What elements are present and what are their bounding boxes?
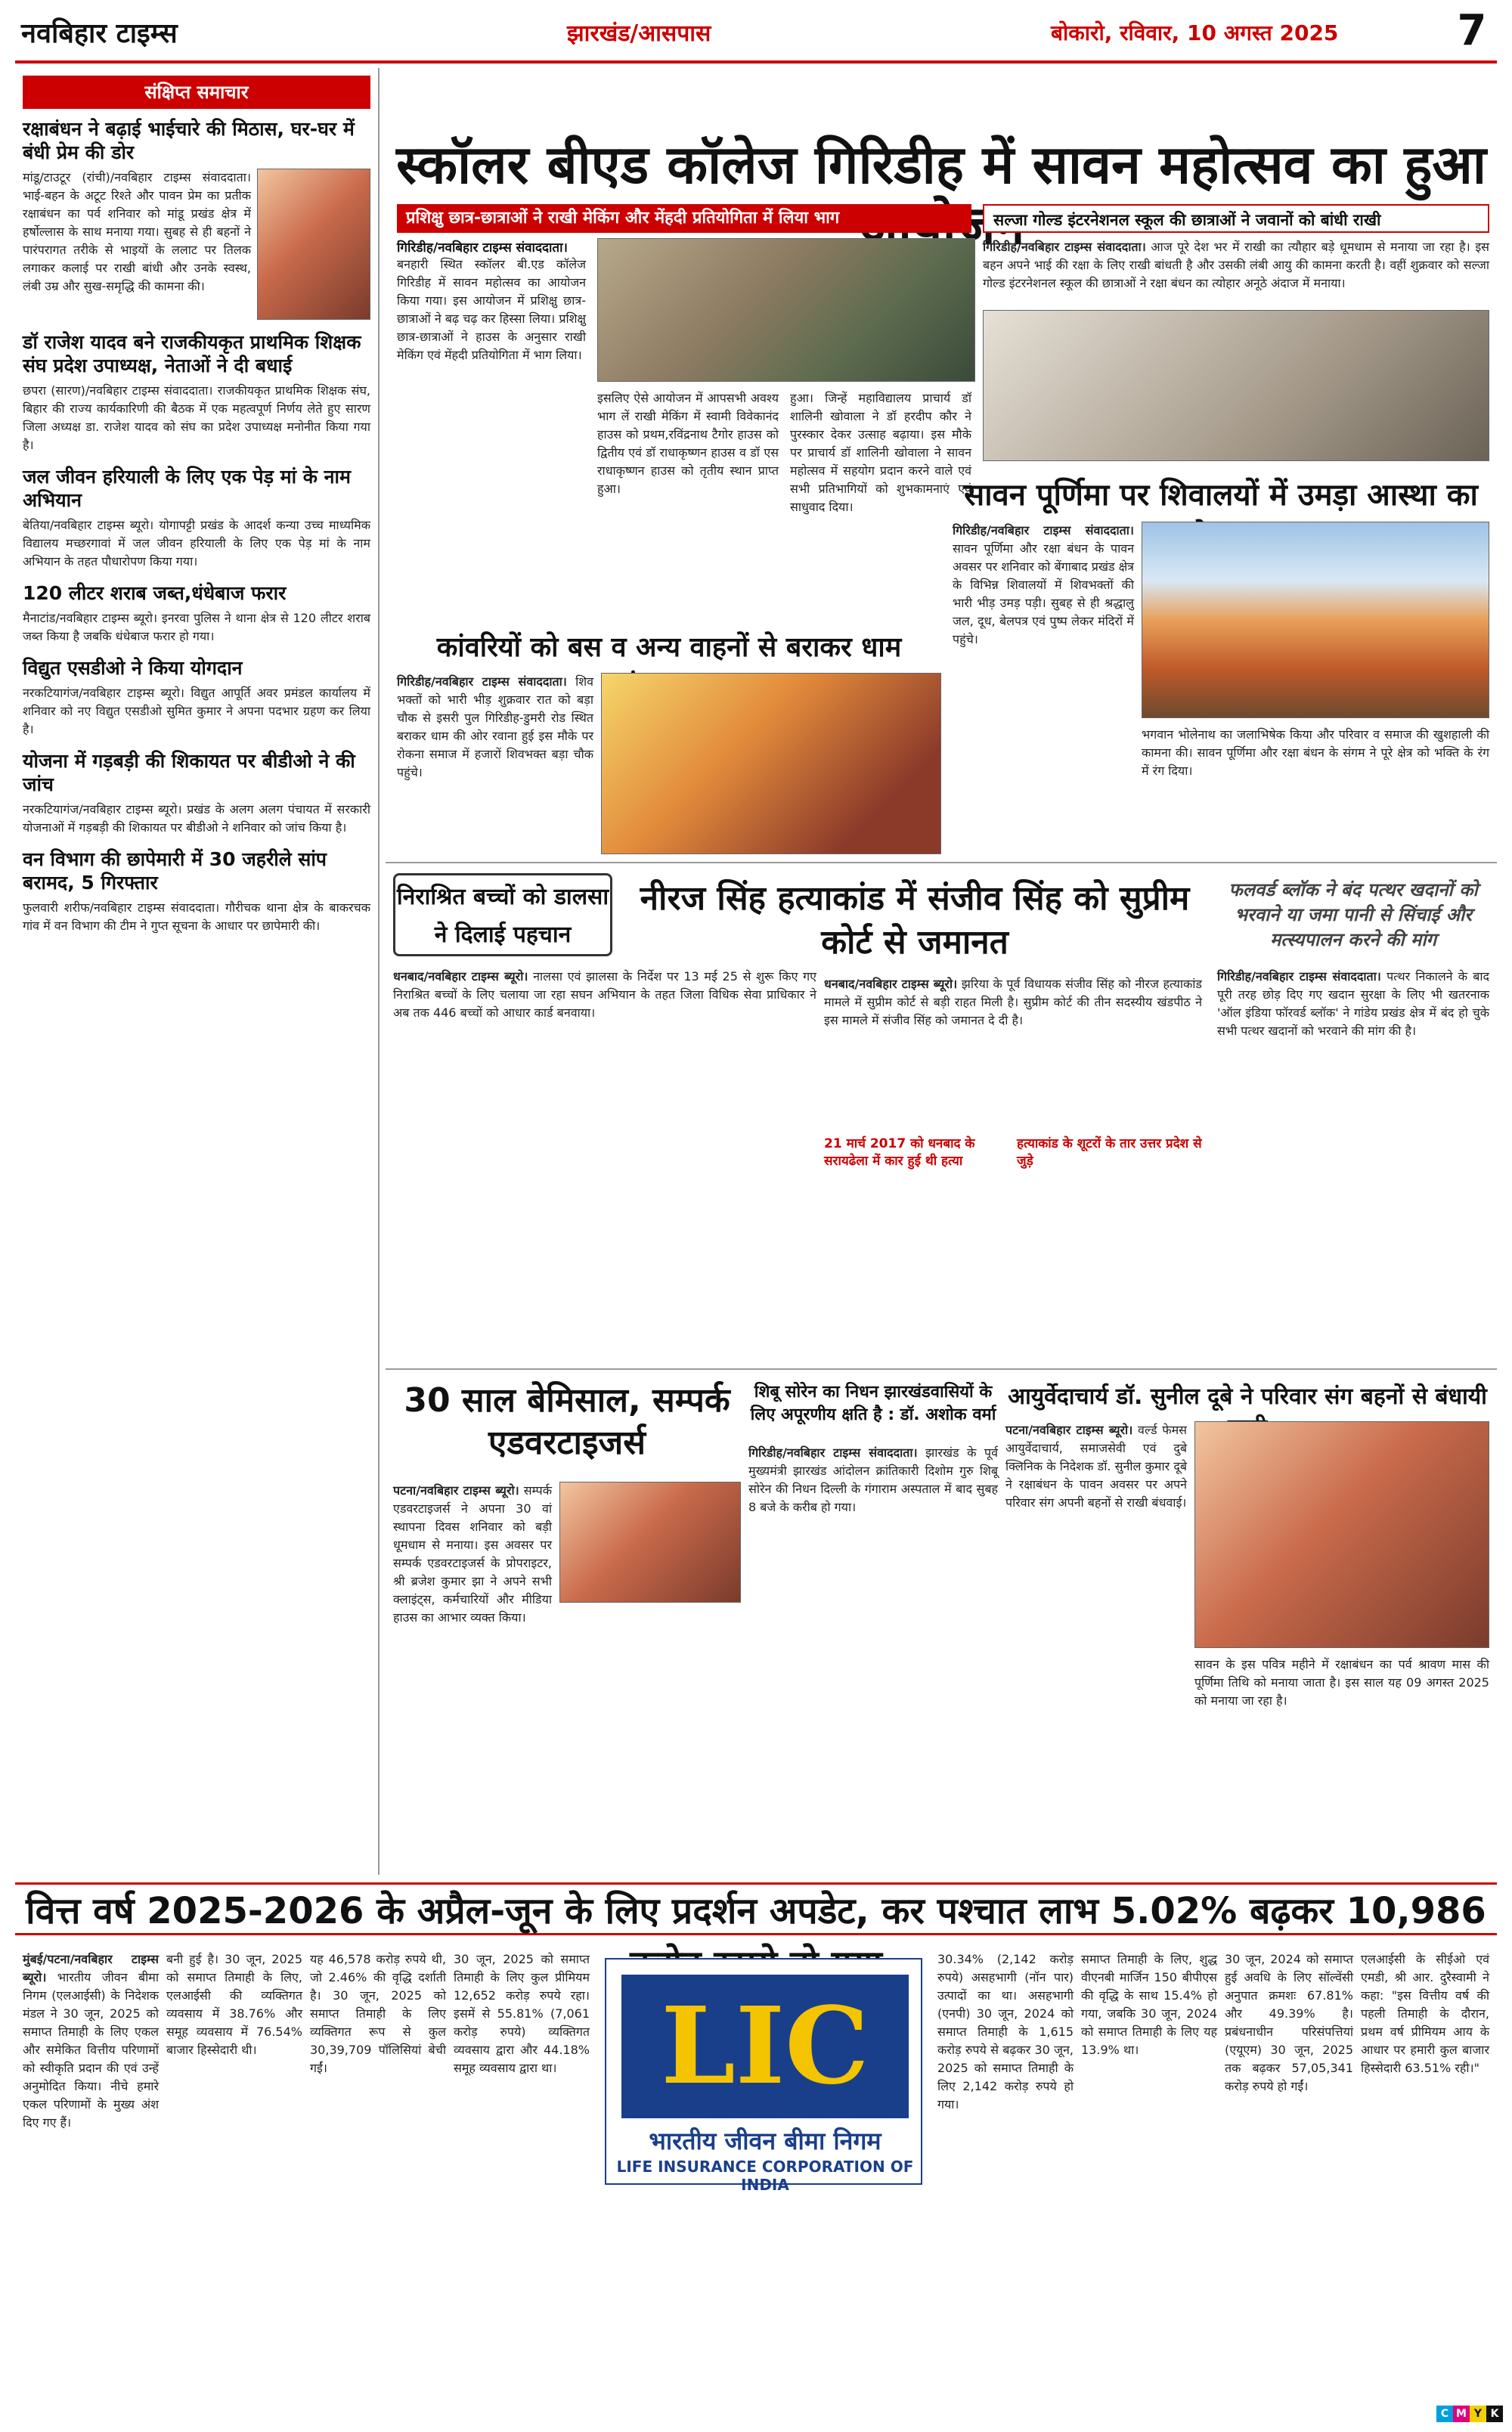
sawan-body-2: भगवान भोलेनाथ का जलाभिषेक किया और परिवार व समाज की खुशहाली की कामना की। सावन पूर्णिमा और रक्षा बंधन के संगम ने पूरे क्षेत्र को भक्ति के रंग में रंग दिया।: [1142, 727, 1489, 778]
temple-photo: [1142, 522, 1489, 718]
sawan-body-1: सावन पूर्णिमा और रक्षा बंधन के पावन अवसर पर शनिवार को बेंगाबाद प्रखंड क्षेत्र के विभिन्न शिवालयों में शिवभक्तों की भारी भीड़ उमड़ पड़ी। सुबह से ही श्रद्धालु जल, दूध, बेलपत्र एवं पुष्प लेकर मंदिरों में पहुंचे।: [953, 541, 1134, 646]
column-divider: [378, 68, 380, 1875]
brief-headline: 120 लीटर शराब जब्त,धंधेबाज फरार: [23, 582, 287, 604]
dateline: बोकारो, रविवार, 10 अगस्त 2025: [1051, 20, 1339, 45]
lead-col-1: [397, 238, 586, 364]
kanwar-photo: [601, 673, 941, 854]
lic-logo: [605, 1958, 922, 2194]
shibu-body: झारखंड के पूर्व मुख्यमंत्री झारखंड आंदोलन क्रांतिकारी दिशोम गुरु शिबू सोरेन की निधन दिल्ली के गंगाराम अस्पताल में बाद सुबह 8 बजे के करीब हो गया।: [748, 1445, 998, 1514]
dalsa-byline: धनबाद/नवबिहार टाइम्स ब्यूरो।: [393, 969, 528, 984]
shibu-byline: गिरिडीह/नवबिहार टाइम्स संवाददाता।: [748, 1445, 918, 1460]
kanwar-byline: गिरिडीह/नवबिहार टाइम्स संवाददाता।: [397, 674, 567, 689]
ayurved-text: [1005, 1421, 1187, 1512]
brief-body: फुलवारी शरीफ/नवबिहार टाइम्स संवाददाता। गौरीचक थाना क्षेत्र के बाकरचक गांव में वन विभाग की टीम ने गुप्त सूचना के आधार पर छापेमारी की।: [23, 900, 370, 933]
brief-item: [23, 581, 370, 646]
lead-body-1: बनहारी स्थित स्कॉलर बी.एड कॉलेज गिरिडीह में सावन महोत्सव का आयोजन किया गया। इस आयोजन में प्रशिक्षु छात्र-छात्राओं ने बढ़ चढ़ कर हिस्सा लिया। प्रशिक्षु छात्र-छात्राओं ने हाउस के अनुसार राखी मेकिंग एवं मेंहदी प्रतियोगिता में भाग लिया।: [397, 257, 586, 362]
lead-body-3: हुआ। जिन्हें महाविद्यालय प्राचार्य डॉ शालिनी खोवाला ने डॉ हरदीप कौर ने पुरस्कार देकर उत्साह बढ़ाया। इस मौके पर प्राचार्य डॉ शालिनी खोवाला ने सावन महोत्सव में सहयोग प्रदान करने वाले एवं सभी प्रतिभागियों को शुभकामनाएं एवं साधुवाद दिया।: [790, 391, 971, 514]
ayurved-body-2: सावन के इस पवित्र महीने में रक्षाबंधन का पर्व श्रावण मास की पूर्णिमा तिथि को मनाया जाता है। इस साल यह 09 अगस्त 2025 को मनाया जा रहा है।: [1194, 1657, 1489, 1708]
soldiers-strip: सल्जा गोल्ड इंटरनेशनल स्कूल की छात्राओं ने जवानों को बांधी राखी: [983, 204, 1489, 233]
bloc-headline: फलवर्ड ब्लॉक ने बंद पत्थर खदानों को भरवाने या जमा पानी से सिंचाई और मत्स्यपालन करने की मांग: [1228, 879, 1478, 950]
lic-logo-english: LIFE INSURANCE CORPORATION OF INDIA: [616, 2158, 914, 2194]
brief-item: [23, 465, 370, 571]
ayurved-byline: पटना/नवबिहार टाइम्स ब्यूरो।: [1005, 1423, 1133, 1437]
brief-body: बेतिया/नवबिहार टाइम्स ब्यूरो। योगापट्टी प्रखंड के आदर्श कन्या उच्च माध्यमिक विद्यालय मच्छरगावां में जल जीवन हरियाली के लिए एक पेड़ मां के नाम अभियान के तहत पौधारोपण किया गया।: [23, 518, 370, 568]
shibu-headline: शिबू सोरेन का निधन झारखंडवासियों के लिए अपूरणीय क्षति है : डॉ. अशोक वर्मा: [750, 1383, 996, 1424]
soldiers-byline: गिरिडीह/नवबिहार टाइम्स संवाददाता।: [983, 240, 1146, 254]
brief-headline: विद्युत एसडीओ ने किया योगदान: [23, 657, 243, 679]
brief-headline: डॉ राजेश यादव बने राजकीयकृत प्राथमिक शिक्षक संघ प्रदेश उपाध्यक्ष, नेताओं ने दी बधाई: [23, 331, 361, 376]
brief-headline: योजना में गड़बड़ी की शिकायत पर बीडीओ ने की जांच: [23, 750, 355, 795]
magenta-mark: M: [1453, 2406, 1470, 2422]
neeraj-text: [824, 975, 1202, 1030]
neeraj-headline: नीरज सिंह हत्याकांड में संजीव सिंह को सुप्रीम कोर्ट से जमानत: [640, 879, 1190, 962]
kanwar-headline: कांवरियों को बस व अन्य वाहनों से बराकर धाम: [436, 632, 902, 663]
brief-headline: वन विभाग की छापेमारी में 30 जहरीले सांप बरामद, 5 गिरफ्तार: [23, 848, 327, 894]
ayurved-body: वर्ल्ड फेमस आयुर्वेदाचार्य, समाजसेवी एवं दुबे क्लिनिक के निदेशक डॉ. सुनील कुमार दूबे ने रक्षाबंधन के पावन अवसर पर अपने परिवार संग अपनी बहनों से राखी बंधवाई।: [1005, 1423, 1188, 1510]
lead-byline: गिरिडीह/नवबिहार टाइम्स संवाददाता।: [397, 240, 568, 256]
child-photo: [257, 169, 370, 320]
bloc-byline: गिरिडीह/नवबिहार टाइम्स संवाददाता।: [1217, 969, 1381, 984]
cyan-mark: C: [1436, 2406, 1453, 2422]
brief-body: मांडू/टाउटूर (रांची)/नवबिहार टाइम्स संवाददाता। भाई-बहन के अटूट रिश्ते और पावन प्रेम का प्रतीक रक्षाबंधन का पर्व शनिवार को मांडू प्रखंड क्षेत्र में हर्षोल्लास के साथ मनाया गया। सुबह से ही बहनों ने पारंपरागत तरीके से भाइयों के ललाट पर तिलक लगाकर कलाई पर राखी बांधी और उनके स्वस्थ, लंबी उम्र और सुख-समृद्धि की कामना की।: [23, 170, 251, 293]
neeraj-body: झरिया के पूर्व विधायक संजीव सिंह को नीरज हत्याकांड मामले में सुप्रीम कोर्ट से बड़ी राहत मिली है। सुप्रीम कोर्ट की तीन सदस्यीय खंडपीठ ने इस मामले में संजीव सिंह को जमानत दे दी है।: [824, 977, 1202, 1027]
page-number: 7: [1445, 6, 1498, 56]
advt-headline: 30 साल बेमिसाल, सम्पर्क एडवरटाइजर्स: [404, 1381, 730, 1462]
lic-body-1: भारतीय जीवन बीमा निगम (एलआईसी) के निदेशक मंडल ने 30 जून, 2025 को समाप्त तिमाही के लिए एकल और समेकित वित्तीय परिणामों को स्वीकृति प्रदान की एवं उन्हें अनुमोदित किया। नीचे हमारे एकल परिणामों के मुख्य अंश दिए गए हैं।: [23, 1970, 160, 2130]
lic-byline: मुंबई/पटना/नवबिहार टाइम्स ब्यूरो।: [23, 1952, 159, 1984]
soldiers-photo: [983, 310, 1489, 461]
sawan-byline: गिरिडीह/नवबिहार टाइम्स संवाददाता।: [953, 523, 1134, 538]
soldiers-body: [983, 238, 1489, 293]
advt-byline: पटना/नवबिहार टाइम्स ब्यूरो।: [393, 1483, 519, 1498]
dalsa-body: नालसा एवं झालसा के निर्देश पर 13 मई 25 से शुरू किए गए निराश्रित बच्चों के लिए चलाया जा रहा सघन अभियान के तहत जिला विधिक सेवा प्राधिकार ने अब तक 446 बच्चों को आधार कार्ड बनवाया।: [393, 969, 816, 1020]
newspaper-name: नवबिहार टाइम्स: [21, 18, 178, 49]
brief-item: [23, 330, 370, 454]
brief-item: [23, 117, 370, 320]
lic-logo-hindi: भारतीय जीवन बीमा निगम: [649, 2127, 881, 2155]
shibu-text: [748, 1444, 998, 1517]
sawan-col-1: [953, 522, 1134, 649]
ayurved-photo: [1194, 1421, 1489, 1648]
bloc-text: [1217, 968, 1489, 1040]
black-mark: K: [1486, 2406, 1503, 2422]
advt-photo: [559, 1482, 741, 1603]
brief-headline: जल जीवन हरियाली के लिए एक पेड़ मां के नाम अभियान: [23, 466, 351, 511]
lead-photo-rakhi: [597, 238, 975, 382]
lic-body-8: एलआईसी के सीईओ एवं एमडी, श्री आर. दुरैस्वामी ने कहा: "इस वित्तीय वर्ष की पहली तिमाही के दौरान, प्रथम वर्ष प्रीमियम आय के आधार पर हमारी कुल बाजार हिस्सेदारी 63.51% रही।": [1361, 1952, 1489, 2075]
bloc-body: पत्थर निकालने के बाद पूरी तरह छोड़ दिए गए खदान सुरक्षा के लिए भी खतरनाक 'ऑल इंडिया फॉरवर्ड ब्लॉक' ने गांडेय प्रखंड क्षेत्र में बंद हो चुके सभी पत्थर खदानों को भरवाने की मांग की है।: [1217, 969, 1489, 1038]
section-rule: [386, 862, 1497, 863]
dalsa-text: [393, 968, 816, 1022]
lic-body-4: 30 जून, 2025 को समाप्त तिमाही के लिए कुल प्रीमियम 12,652 करोड़ रुपये रहा। इसमें से 55.81% (7,061 करोड़ रुपये) व्यक्तिगत व्यवसाय द्वारा और 44.18% समूह व्यवसाय द्वारा था।: [454, 1952, 590, 2075]
lic-body-3: यह 46,578 करोड़ रुपये थी, जो 2.46% की वृद्धि दर्शाती है। 30 जून, 2025 को समाप्त तिमाही के लिए व्यक्तिगत रूप से कुल 30,39,709 पॉलिसियां बेची गईं।: [310, 1952, 446, 2075]
section-name: झारखंड/आसपास: [567, 20, 711, 47]
header-rule: [15, 60, 1497, 64]
lic-headline: वित्त वर्ष 2025-2026 के अप्रैल-जून के लिए प्रदर्शन अपडेट, कर पश्चात लाभ 5.02% बढ़कर 10,986: [15, 1882, 1497, 1935]
cmyk-marks: [1436, 2406, 1503, 2422]
advt-body: सम्पर्क एडवरटाइजर्स ने अपना 30 वां स्थापना दिवस शनिवार को बड़ी धूमधाम से मनाया। इस अवसर पर सम्पर्क एडवरटाइजर्स के प्रोपराइटर, श्री ब्रजेश कुमार झा ने अपने सभी क्लाइंट्स, कर्मचारियों और मीडिया हाउस का आभार व्यक्त किया।: [393, 1483, 552, 1625]
brief-body: छपरा (सारण)/नवबिहार टाइम्स संवाददाता। राजकीयकृत प्राथमिक शिक्षक संघ, बिहार की राज्य कार्यकारिणी की बैठक में एक महत्वपूर्ण निर्णय लेते हुए सारण जिला अध्यक्ष डा. राजेश यादव को संघ का प्रदेश उपाध्यक्ष मनोनीत किया गया है।: [23, 383, 370, 452]
brief-body: मैनाटांड/नवबिहार टाइम्स ब्यूरो। इनरवा पुलिस ने थाना क्षेत्र से 120 लीटर शराब जब्त किया है जबकि धंधेबाज फरार हो गया।: [23, 611, 370, 643]
neeraj-sub-1: 21 मार्च 2017 को धनबाद के सरायढेला में कार हुई थी हत्या: [824, 1136, 975, 1169]
brief-body: नरकटियागंज/नवबिहार टाइम्स ब्यूरो। विद्युत आपूर्ति अवर प्रमंडल कार्यालय में शनिवार को नए विद्युत एसडीओ सुमित कुमार ने अपना पदभार ग्रहण कर लिया है।: [23, 686, 370, 736]
lic-body-6: समाप्त तिमाही के लिए, शुद्ध वीएनबी मार्जिन 150 बीपीएस की वृद्धि के साथ 15.4% हो गया, जबकि 30 जून, 2024 को समाप्त तिमाही के लिए यह 13.9% था।: [1081, 1952, 1217, 2057]
section-rule: [386, 1368, 1497, 1370]
lic-body-5: 30.34% (2,142 करोड़ रुपये) असहभागी (नॉन पार) उत्पादों का था। असहभागी (एनपी) 30 जून, 2024 को समाप्त तिमाही के 1,615 करोड़ रुपये से बढ़कर 30 जून, 2025 को समाप्त तिमाही के लिए 2,142 करोड़ रुपये हो गया।: [937, 1952, 1074, 2111]
ayurved-headline: आयुर्वेदाचार्य डॉ. सुनील दूबे ने परिवार संग बहनों से बंधायी: [1008, 1383, 1487, 1410]
brief-headline: रक्षाबंधन ने बढ़ाई भाईचारे की मिठास, घर-घर में बंधी प्रेम की डोर: [23, 118, 355, 163]
briefs-column: [23, 117, 370, 935]
kanwar-col: [397, 673, 593, 782]
advt-text: [393, 1482, 552, 1627]
neeraj-sub-2: हत्याकांड के शूटरों के तार उत्तर प्रदेश से जुड़े: [1017, 1136, 1202, 1169]
soldiers-text: आज पूरे देश भर में राखी का त्यौहार बड़े धूमधाम से मनाया जा रहा है। इस बहन अपने भाई की रक्षा के लिए राखी बांधती है और उसकी लंबी आयु की कामना करती है। वहीं शुक्रवार को सल्जा गोल्ड इंटरनेशनल स्कूल की छात्राओं ने रक्षा बंधन का त्योहार अनूठे अंदाज में मनाया।: [983, 240, 1489, 290]
sawan-headline: सावन पूर्णिमा पर शिवालयों में उमड़ा आस्था का: [964, 478, 1478, 513]
brief-item: [23, 847, 370, 935]
yellow-mark: Y: [1470, 2406, 1486, 2422]
neeraj-byline: धनबाद/नवबिहार टाइम्स ब्यूरो।: [824, 977, 958, 991]
briefs-tag: संक्षिप्त समाचार: [23, 76, 370, 109]
lead-strip: प्रशिक्षु छात्र-छात्राओं ने राखी मेकिंग और मेंहदी प्रतियोगिता में लिया भाग: [397, 204, 971, 233]
lic-body-2: बनी हुई है। 30 जून, 2025 को समाप्त तिमाही के लिए, एलआईसी की व्यक्तिगत व्यवसाय में 38.76% और समूह व्यवसाय में 76.54% बाजार हिस्सेदारी थी।: [166, 1952, 302, 2057]
brief-item: [23, 656, 370, 739]
brief-item: [23, 749, 370, 837]
lead-body-2: इसलिए ऐसे आयोजन में आपसभी अवश्य भाग लें राखी मेकिंग में स्वामी विवेकानंद हाउस को प्रथम,रविंद्रनाथ टैगोर हाउस को द्वितीय एवं डॉ राधाकृष्णन हाउस व डॉ एस राधाकृष्णन हाउस को तृतीय स्थान प्राप्त हुआ।: [597, 391, 779, 496]
brief-body: नरकटियागंज/नवबिहार टाइम्स ब्यूरो। प्रखंड के अलग अलग पंचायत में सरकारी योजनाओं में गड़बड़ी की शिकायत पर बीडीओ ने शनिवार को जांच किया है।: [23, 802, 370, 835]
lic-body-7: 30 जून, 2024 को समाप्त हुई अवधि के लिए सॉल्वेंसी अनुपात क्रमशः 67.81% और 49.39% है। प्रबंधनाधीन परिसंपत्तियां (एयूएम) 30 जून, 2025 तक बढ़कर 57,05,341 करोड़ रुपये हो गईं।: [1225, 1952, 1353, 2093]
lead-headline: स्कॉलर बीएड कॉलेज गिरिडीह में सावन महोत्सव का हुआ: [396, 134, 1486, 196]
lic-col-1: [23, 1950, 159, 2132]
kanwar-body: शिव भक्तों को भारी भीड़ शुक्रवार रात को बड़ा चौक से इसरी पुल गिरिडीह-डुमरी रोड स्थित बराकर धाम की ओर रवाना हुई इस मौके पर रोकना समाज में हजारों शिवभक्त बड़ा चौक पहुंचे।: [397, 674, 593, 779]
dalsa-headline: निराश्रित बच्चों को डालसा ने दिलाई पहचान: [393, 873, 612, 956]
lic-logo-mark: LIC: [621, 1975, 909, 2118]
